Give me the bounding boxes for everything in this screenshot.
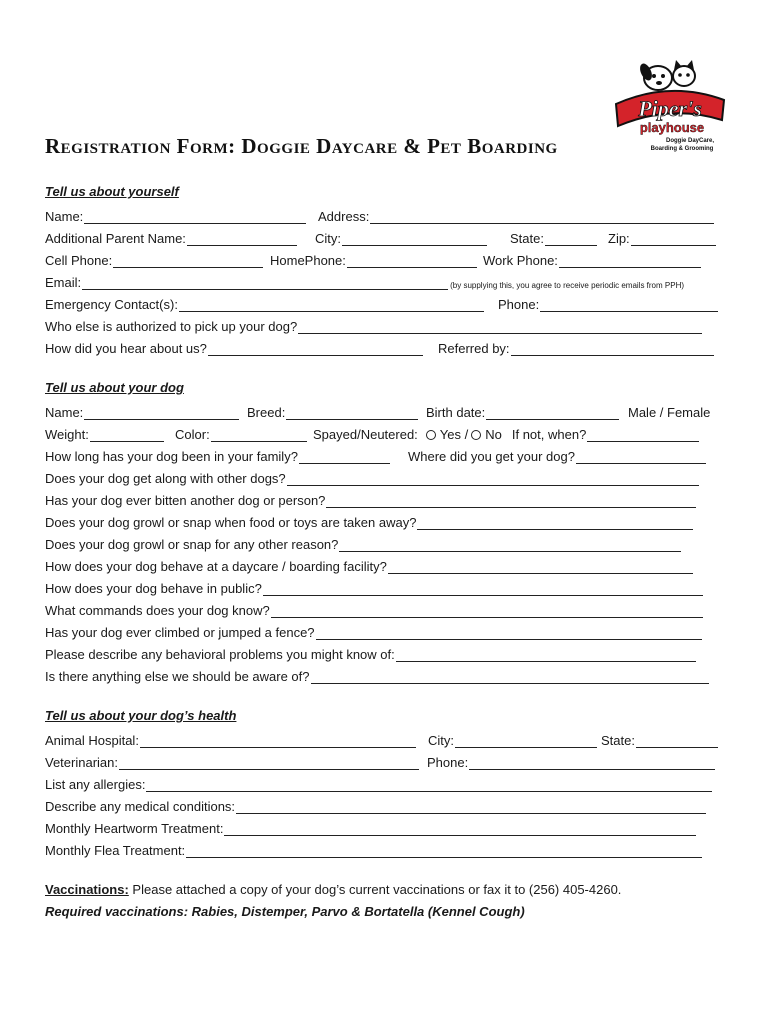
row-name-address xyxy=(45,206,725,224)
q-behavior-field[interactable] xyxy=(396,648,696,662)
address-field[interactable] xyxy=(370,210,714,224)
animal-hospital-field[interactable] xyxy=(140,734,416,748)
email-consent-note: (by supplying this, you agree to receive periodic emails from PPH) xyxy=(450,281,685,290)
required-vaccinations: Required vaccinations: Rabies, Distemper, Parvo & Bortatella (Kennel Cough) xyxy=(45,904,525,919)
row-hospital xyxy=(45,730,725,748)
owner-city-label: City: xyxy=(315,231,341,246)
row-q-public xyxy=(45,578,725,596)
where-got-field[interactable] xyxy=(576,450,706,464)
row-q-growl-food xyxy=(45,512,725,530)
row-q-daycare xyxy=(45,556,725,574)
heartworm-label: Monthly Heartworm Treatment: xyxy=(45,821,224,836)
q-other-dogs-field[interactable] xyxy=(287,472,699,486)
address-label: Address: xyxy=(318,209,370,224)
color-field[interactable] xyxy=(211,428,307,442)
section-heading-dog: Tell us about your dog xyxy=(45,380,184,395)
medical-conditions-label: Describe any medical conditions: xyxy=(45,799,236,814)
q-behavior-label: Please describe any behavioral problems you might know of: xyxy=(45,647,395,662)
q-fence-label: Has your dog ever climbed or jumped a fence? xyxy=(45,625,315,640)
heard-about-label: How did you hear about us? xyxy=(45,341,207,356)
if-not-when-label: If not, when? xyxy=(511,427,587,442)
owner-name-field[interactable] xyxy=(84,210,306,224)
birth-date-label: Birth date: xyxy=(426,405,486,420)
row-q-other-dogs xyxy=(45,468,725,486)
dog-name-field[interactable] xyxy=(84,406,239,420)
row-q-anything xyxy=(45,666,725,684)
birth-date-field[interactable] xyxy=(486,406,619,420)
breed-label: Breed: xyxy=(247,405,286,420)
where-got-label: Where did you get your dog? xyxy=(408,449,575,464)
vaccinations-text: Please attached a copy of your dog’s current vaccinations or fax it to (256) 405-4260. xyxy=(128,882,622,897)
section-heading-yourself: Tell us about yourself xyxy=(45,184,179,199)
spayed-no-radio[interactable] xyxy=(471,430,481,440)
q-commands-field[interactable] xyxy=(271,604,703,618)
vet-phone-label: Phone: xyxy=(427,755,469,770)
q-daycare-label: How does your dog behave at a daycare / boarding facility? xyxy=(45,559,387,574)
spayed-no-label: No xyxy=(485,427,502,442)
row-allergies xyxy=(45,774,725,792)
heard-about-field[interactable] xyxy=(208,342,423,356)
section-heading-health: Tell us about your dog’s health xyxy=(45,708,237,723)
logo-tagline-1: Doggie DayCare, xyxy=(665,138,715,144)
row-vet xyxy=(45,752,725,770)
row-how-long xyxy=(45,446,725,464)
emergency-contact-label: Emergency Contact(s): xyxy=(45,297,178,312)
referred-by-label: Referred by: xyxy=(438,341,510,356)
q-fence-field[interactable] xyxy=(316,626,702,640)
home-phone-field[interactable] xyxy=(347,254,477,268)
home-phone-label: HomePhone: xyxy=(270,253,346,268)
row-q-growl-other xyxy=(45,534,725,552)
q-growl-other-label: Does your dog growl or snap for any other reason? xyxy=(45,537,339,552)
if-not-when-field[interactable] xyxy=(587,428,699,442)
q-anything-label: Is there anything else we should be aware of? xyxy=(45,669,310,684)
how-long-field[interactable] xyxy=(299,450,390,464)
row-conditions xyxy=(45,796,725,814)
row-q-commands xyxy=(45,600,725,618)
q-bitten-label: Has your dog ever bitten another dog or person? xyxy=(45,493,326,508)
hospital-state-field[interactable] xyxy=(636,734,718,748)
row-emergency xyxy=(45,294,725,312)
weight-label: Weight: xyxy=(45,427,89,442)
how-long-label: How long has your dog been in your family? xyxy=(45,449,298,464)
q-other-dogs-label: Does your dog get along with other dogs? xyxy=(45,471,286,486)
owner-state-label: State: xyxy=(510,231,544,246)
medical-conditions-field[interactable] xyxy=(236,800,706,814)
row-flea xyxy=(45,840,725,858)
spayed-yes-radio[interactable] xyxy=(426,430,436,440)
row-dog-name-breed xyxy=(45,402,725,420)
hospital-city-label: City: xyxy=(428,733,454,748)
cell-phone-label: Cell Phone: xyxy=(45,253,113,268)
emergency-contact-field[interactable] xyxy=(179,298,484,312)
zip-field[interactable] xyxy=(631,232,716,246)
sex-option-text[interactable]: Male / Female xyxy=(628,405,711,420)
weight-field[interactable] xyxy=(90,428,164,442)
hospital-city-field[interactable] xyxy=(455,734,597,748)
row-heard-referred xyxy=(45,338,725,356)
spayed-label: Spayed/Neutered: xyxy=(313,427,418,442)
animal-hospital-label: Animal Hospital: xyxy=(45,733,139,748)
owner-city-field[interactable] xyxy=(342,232,487,246)
q-public-field[interactable] xyxy=(263,582,703,596)
q-growl-food-field[interactable] xyxy=(417,516,693,530)
row-heartworm xyxy=(45,818,725,836)
emergency-phone-field[interactable] xyxy=(540,298,718,312)
work-phone-label: Work Phone: xyxy=(483,253,558,268)
work-phone-field[interactable] xyxy=(559,254,701,268)
email-field[interactable] xyxy=(82,276,448,290)
row-pickup xyxy=(45,316,725,334)
allergies-field[interactable] xyxy=(146,778,712,792)
row-weight-color xyxy=(45,424,725,442)
cell-phone-field[interactable] xyxy=(113,254,263,268)
row-q-bitten xyxy=(45,490,725,508)
veterinarian-field[interactable] xyxy=(119,756,419,770)
q-bitten-field[interactable] xyxy=(326,494,696,508)
additional-parent-label: Additional Parent Name: xyxy=(45,231,186,246)
logo-tagline-2: Boarding & Grooming xyxy=(650,146,714,152)
q-commands-label: What commands does your dog know? xyxy=(45,603,270,618)
row-q-behavior xyxy=(45,644,725,662)
owner-name-label: Name: xyxy=(45,209,84,224)
flea-field[interactable] xyxy=(186,844,702,858)
hospital-state-label: State: xyxy=(601,733,635,748)
heartworm-field[interactable] xyxy=(224,822,696,836)
form-title: Registration Form: Doggie Daycare & Pet Boarding xyxy=(45,134,558,158)
breed-field[interactable] xyxy=(286,406,418,420)
q-growl-food-label: Does your dog growl or snap when food or toys are taken away? xyxy=(45,515,417,530)
q-growl-other-field[interactable] xyxy=(339,538,681,552)
owner-state-field[interactable] xyxy=(545,232,597,246)
vaccinations-paragraph xyxy=(45,882,621,897)
color-label: Color: xyxy=(175,427,210,442)
vet-phone-field[interactable] xyxy=(469,756,715,770)
vaccinations-label: Vaccinations: xyxy=(45,882,129,897)
additional-parent-field[interactable] xyxy=(187,232,297,246)
logo-brand-subtext: playhouse xyxy=(639,120,705,135)
veterinarian-label: Veterinarian: xyxy=(45,755,118,770)
row-parent-city xyxy=(45,228,725,246)
dog-name-label: Name: xyxy=(45,405,84,420)
pickup-label: Who else is authorized to pick up your dog? xyxy=(45,319,298,334)
email-label: Email: xyxy=(45,275,82,290)
allergies-label: List any allergies: xyxy=(45,777,146,792)
row-phones xyxy=(45,250,725,268)
spayed-yes-label: Yes / xyxy=(439,427,469,442)
pickup-field[interactable] xyxy=(298,320,702,334)
row-email xyxy=(45,272,725,290)
q-public-label: How does your dog behave in public? xyxy=(45,581,262,596)
q-anything-field[interactable] xyxy=(311,670,709,684)
pipers-playhouse-logo xyxy=(610,60,730,152)
row-q-fence xyxy=(45,622,725,640)
logo-brand-text: Piper's xyxy=(638,96,702,121)
emergency-phone-label: Phone: xyxy=(498,297,540,312)
q-daycare-field[interactable] xyxy=(388,560,693,574)
flea-label: Monthly Flea Treatment: xyxy=(45,843,186,858)
zip-label: Zip: xyxy=(608,231,630,246)
referred-by-field[interactable] xyxy=(511,342,714,356)
